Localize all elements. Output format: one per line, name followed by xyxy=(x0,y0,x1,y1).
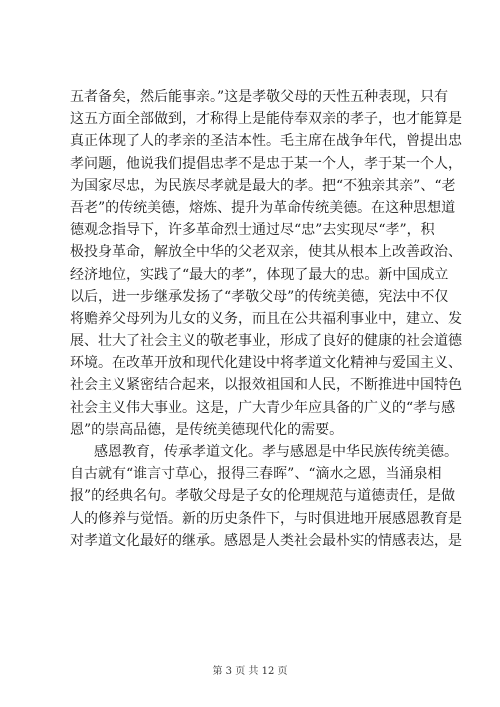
text-line: 经济地位，实践了“最大的孝”，体现了最大的忠。新中国成立 xyxy=(70,266,449,283)
paragraph-start-line: 感恩教育，传承孝道文化。孝与感恩是中华民族传统美德。 xyxy=(94,444,458,460)
text-line: 人的修养与觉悟。新的历史条件下，与时俱进地开展感恩教育是 xyxy=(70,510,462,527)
body-text xyxy=(70,86,462,552)
text-line: 孝问题，他说我们提倡忠孝不是忠于某一个人，孝于某一个人， xyxy=(70,155,462,172)
text-line: 真正体现了人的孝亲的圣洁本性。毛主席在战争年代，曾提出忠 xyxy=(70,133,462,150)
text-line: 五者备矣，然后能事亲。”这是孝敬父母的天性五种表现，只有 xyxy=(70,89,449,105)
text-line: 这五方面全部做到，才称得上是能侍奉双亲的孝子，也才能算是 xyxy=(70,111,462,128)
text-line: 吾老”的传统美德，熔炼、提升为革命传统美德。在这种思想道 xyxy=(70,199,456,216)
text-line: 报”的经典名句。孝敬父母是子女的伦理规范与道德责任，是做 xyxy=(70,488,456,505)
text-line: 极投身革命，解放全中华的父老双亲，使其从根本上改善政治、 xyxy=(70,244,462,261)
text-line: 自古就有“谁言寸草心，报得三春晖”、“滴水之恩，当涌泉相 xyxy=(70,466,442,483)
text-line: 为国家尽忠，为民族尽孝就是最大的孝。把“不独亲其亲”、“老 xyxy=(70,177,456,194)
text-line: 恩”的崇高品德，是传统美德现代化的需要。 xyxy=(70,421,344,438)
text-line: 德观念指导下，许多革命烈士通过尽“忠”去实现尽“孝”，积 xyxy=(70,222,435,239)
text-line: 将赡养父母列为儿女的义务，而且在公共福利事业中，建立、发 xyxy=(70,310,462,327)
text-line: 环境。在改革开放和现代化建设中将孝道文化精神与爱国主义、 xyxy=(70,355,462,372)
text-line: 对孝道文化最好的继承。感恩是人类社会最朴实的情感表达，是 xyxy=(70,532,462,549)
text-line: 社会主义紧密结合起来，以报效祖国和人民，不断推进中国特色 xyxy=(70,377,462,394)
text-line: 社会主义伟大事业。这是，广大青少年应具备的广义的“孝与感 xyxy=(70,399,456,416)
text-line: 展、壮大了社会主义的敬老事业，形成了良好的健康的社会道德 xyxy=(70,333,462,350)
page-number-footer: 第 3 页 共 12 页 xyxy=(212,666,288,677)
text-line: 以后，进一步继承发扬了“孝敬父母”的传统美德，宪法中不仅 xyxy=(70,288,449,305)
